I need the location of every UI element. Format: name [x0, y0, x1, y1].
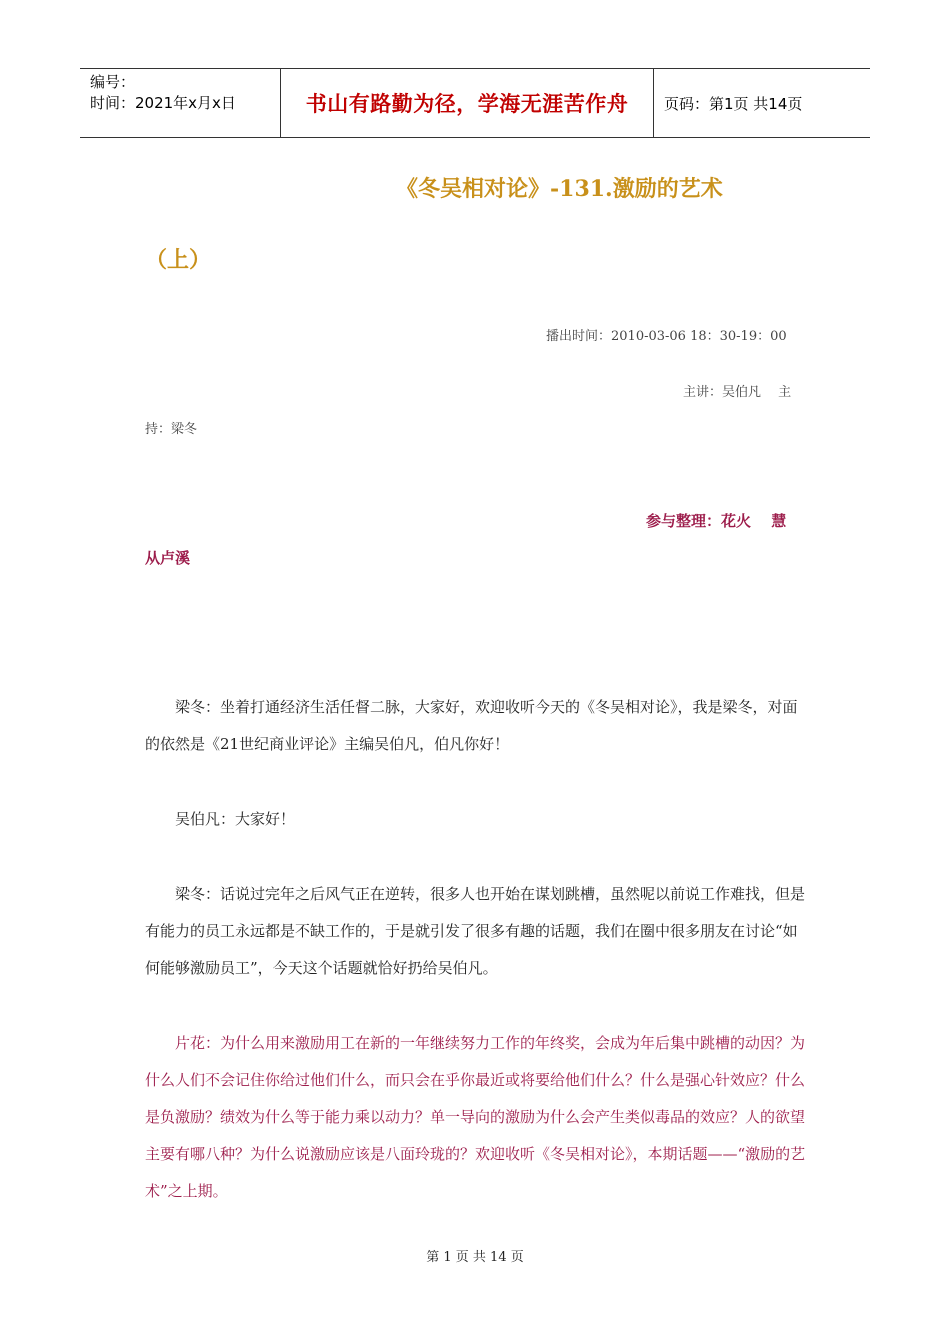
- document-title: 《冬吴相对论》-131.激励的艺术: [396, 176, 723, 202]
- header-motto: 书山有路勤为径，学海无涯苦作舟: [281, 69, 654, 137]
- document-title-part: （上）: [145, 247, 212, 273]
- editors-line: 参与整理：花火 慧: [646, 512, 787, 530]
- paragraph-topic: 梁冬：话说过完年之后风气正在逆转，很多人也开始在谋划跳槽，虽然呢以前说工作难找，但是有能力的员工永远都是不缺工作的，于是就引发了很多有趣的话题，我们在圈中很多朋友在讨论“如何能够激励员工”，今天这个话题就恰好扔给吴伯凡。: [145, 885, 806, 977]
- editors-line-cont: 从卢溪: [145, 549, 191, 567]
- page-header: [80, 68, 870, 138]
- speaker-line: 主讲：吴伯凡 主: [683, 385, 792, 400]
- broadcast-time: 播出时间：2010-03-06 18：30-19：00: [546, 329, 787, 344]
- paragraph-greeting: 吴伯凡：大家好！: [175, 810, 296, 828]
- header-page-info: 页码：第1页 共14页: [664, 94, 803, 113]
- paragraph-promo: 片花：为什么用来激励用工在新的一年继续努力工作的年终奖，会成为年后集中跳槽的动因？为什么人们不会记住你给过他们什么，而只会在乎你最近或将要给他们什么？什么是强心针效应？什么是负激励？绩效为什么等于能力乘以动力？单一导向的激励为什么会产生类似毒品的效应？人的欲望主要有哪八种？为什么说激励应该是八面玲珑的？欢迎收听《冬吴相对论》，本期话题——“激励的艺术”之上期。: [145, 1034, 806, 1200]
- page-footer: 第 1 页 共 14 页: [426, 1250, 524, 1265]
- time-label: 时间：2021年x月x日: [90, 94, 236, 112]
- header-info-cell: [80, 69, 281, 137]
- host-line: 持：梁冬: [145, 422, 198, 437]
- paragraph-intro: 梁冬：坐着打通经济生活任督二脉，大家好，欢迎收听今天的《冬吴相对论》，我是梁冬，对面的依然是《21世纪商业评论》主编吴伯凡，伯凡你好！: [145, 698, 798, 753]
- number-label: 编号：: [90, 73, 136, 91]
